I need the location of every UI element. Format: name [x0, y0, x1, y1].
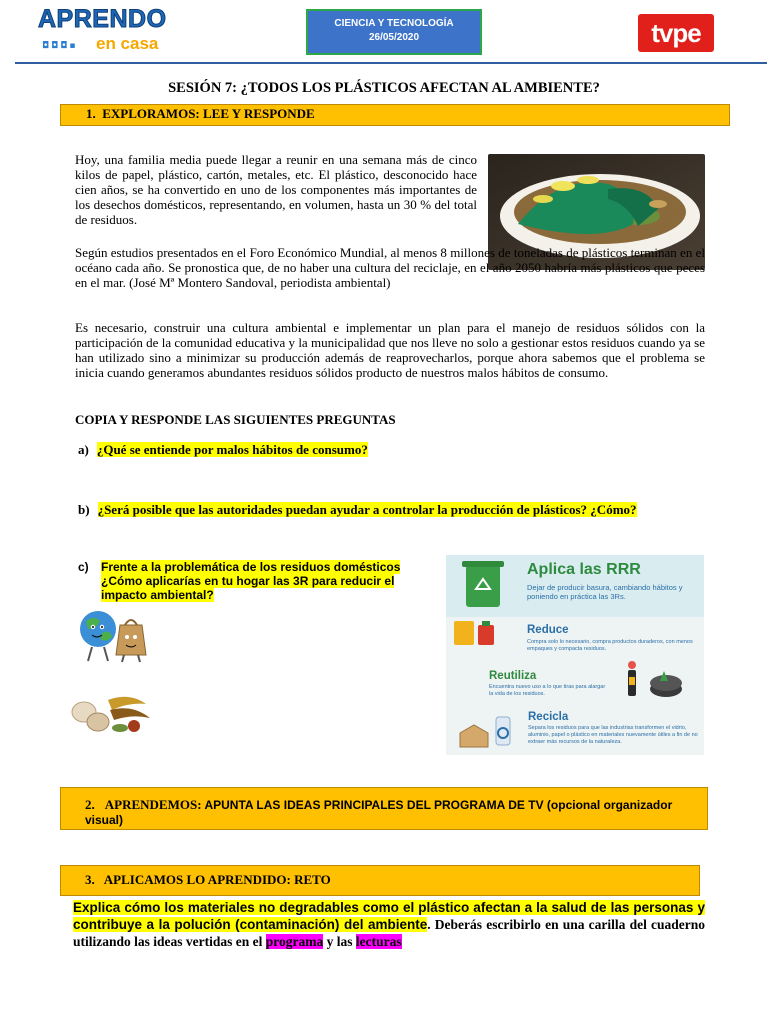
reto-word-lecturas: lecturas	[355, 934, 402, 949]
question-c-body	[101, 560, 431, 602]
reutiliza-text: Encuentra nuevo uso a lo que tiras para alargar la vida de los residuos.	[489, 684, 606, 697]
header-divider	[15, 62, 767, 64]
reutiliza-title: Reutiliza	[489, 670, 537, 682]
question-c	[78, 560, 401, 602]
paragraph-3: Es necesario, construir una cultura ambiental e implementar un plan para el manejo de residuos sólidos con la participación de la comunidad educativa y la municipalidad que nos lleve no solo a gestionar estos residuos cuando ya se han utilizado sino a minimizar su producción además de reaprovecharlos, porque ahora sabemos que el problema se inicia cuando generamos abundantes residuos sólidos producto de nuestros malos hábitos de consumo.	[75, 320, 705, 380]
question-c-mark: c)	[78, 560, 89, 574]
earth-and-bag-illustration	[76, 607, 152, 663]
tvpe-logo: tvpe	[638, 14, 714, 52]
reto-and: y las	[323, 934, 356, 949]
question-c-text: Frente a la problemática de los residuos domésticos ¿Cómo aplicarías en tu hogar las 3R para reducir el impacto ambiental?	[101, 560, 401, 602]
logo-dots-icon: ◘◘◘▪	[42, 41, 78, 51]
organic-waste-photo	[70, 690, 155, 735]
reto-highlight: Explica cómo los materiales no degradables como el plástico afectan a la salud de las personas y contribuye a la polución (contaminación) del ambiente	[73, 900, 705, 932]
logo-bottom-text: en casa	[96, 34, 159, 53]
recicla-title: Recicla	[528, 711, 569, 723]
question-a-text: ¿Qué se entiende por malos hábitos de consumo?	[96, 442, 368, 457]
section-1-bar	[60, 104, 730, 126]
aprendo-en-casa-logo	[38, 7, 176, 55]
question-a	[78, 442, 368, 458]
subject-date-badge	[306, 9, 482, 55]
badge-date: 26/05/2020	[368, 32, 420, 43]
paragraph-1: Hoy, una familia media puede llegar a reunir en una semana más de cinco kilos de papel, plástico, cartón, metales, etc. El plástico, desconocido hace cien años, se ha convertido en uno de los componentes más importantes de los desechos domésticos, representando, en volumen, hasta un 30 % del total de residuos.	[75, 152, 477, 227]
infographic-subtitle: Dejar de producir basura, cambiando hábitos y poniendo en práctica las 3Rs.	[527, 583, 683, 601]
logo-top-text: APRENDO	[38, 5, 167, 33]
section-1-number: 1.	[86, 106, 96, 121]
reto-instructions	[73, 899, 705, 950]
section-2-label: APRENDEMOS:	[104, 797, 202, 812]
question-b	[78, 502, 637, 518]
reduce-title: Reduce	[527, 624, 569, 636]
paragraph-2: Según estudios presentados en el Foro Económico Mundial, al menos 8 millones de toneladas de plásticos terminan en el océano cada año. Se pronostica que, de no haber una cultura del reciclaje, en el año 2050 habría más plásticos que peces en el mar. (José Mª Montero Sandoval, periodista ambiental)	[75, 245, 705, 290]
infographic-title: Aplica las RRR	[527, 561, 641, 578]
recicla-text: Separa los residuos para que las industrias transformen el vidrio, aluminio, papel o plástico en materiales nuevamente útiles a fin de no extraer más recursos de la naturaleza.	[528, 725, 698, 745]
question-b-mark: b)	[78, 502, 90, 517]
section-3-number: 3.	[85, 872, 95, 887]
reduce-text: Compra solo lo necesario, compra productos duraderos, con menos empaques y compacta residuos.	[527, 639, 693, 652]
section-2-text: APUNTA LAS IDEAS PRINCIPALES DEL PROGRAMA DE TV (opcional organizador visual)	[85, 798, 673, 827]
section-3-label: APLICAMOS LO APRENDIDO: RETO	[103, 872, 331, 887]
question-b-text: ¿Será posible que las autoridades puedan ayudar a controlar la producción de plásticos? ¿Cómo?	[97, 502, 637, 517]
badge-subject: CIENCIA Y TECNOLOGÍA	[334, 18, 454, 29]
section-1-label: EXPLORAMOS: LEE Y RESPONDE	[102, 106, 315, 121]
section-2-number: 2.	[85, 797, 95, 812]
question-a-mark: a)	[78, 442, 89, 457]
questions-heading: COPIA Y RESPONDE LAS SIGUIENTES PREGUNTAS	[75, 412, 396, 427]
section-3-bar	[60, 865, 700, 896]
section-2-bar	[60, 787, 708, 830]
reto-word-programa: programa	[265, 934, 324, 949]
reto-middle: . Deberás escribirlo en una carilla del cuaderno utilizando las ideas vertidas en el	[73, 917, 705, 949]
rrr-infographic	[446, 555, 704, 755]
session-title: SESIÓN 7: ¿TODOS LOS PLÁSTICOS AFECTAN AL AMBIENTE?	[168, 80, 600, 96]
